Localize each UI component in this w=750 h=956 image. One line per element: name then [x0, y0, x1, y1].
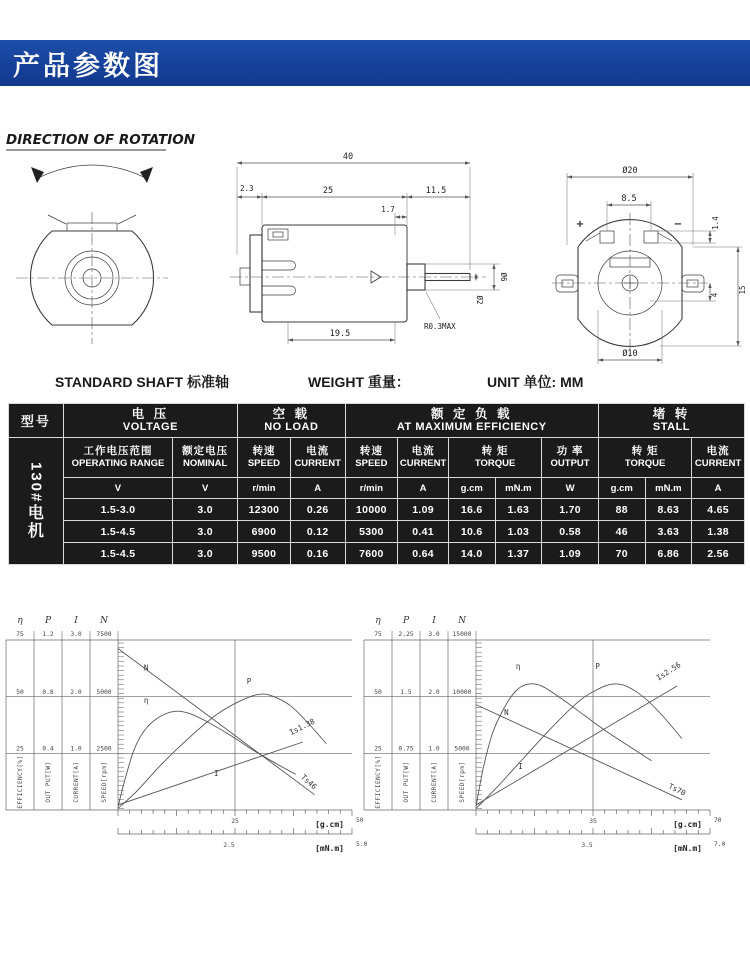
- page-title: 产品参数图: [13, 50, 163, 81]
- chart-text: I: [214, 769, 219, 778]
- meta-labels: [0, 372, 750, 394]
- dim-dia2: Ø2: [475, 295, 484, 305]
- col-noload-current: 电流 CURRENT: [290, 438, 345, 478]
- chart-text: 2.5: [223, 842, 235, 849]
- group-header-row: [9, 404, 745, 438]
- table-cell: 1.37: [495, 543, 542, 565]
- unit-row: [9, 478, 745, 499]
- chart-text: P: [595, 661, 600, 671]
- unit-cell: g.cm: [448, 478, 495, 499]
- chart-text: 0.8: [42, 689, 54, 696]
- chart-text: η: [17, 616, 23, 626]
- table-cell: 9500: [238, 543, 291, 565]
- chart-text: CURRENT[A]: [431, 761, 438, 803]
- standard-shaft-label: STANDARD SHAFT 标准轴: [55, 374, 229, 390]
- chart-text: I: [432, 616, 436, 626]
- table-cell: 6.86: [645, 543, 692, 565]
- table-cell: 10000: [345, 499, 398, 521]
- chart-text: N: [504, 707, 509, 717]
- dim-8-5: 8.5: [621, 194, 637, 204]
- table-cell: 8.63: [645, 499, 692, 521]
- col-maxeff-current: 电流 CURRENT: [398, 438, 449, 478]
- chart-text: OUT PUT[W]: [45, 761, 52, 803]
- chart-text: N: [100, 616, 108, 626]
- rear-dimensions: [567, 165, 747, 364]
- unit-cell: V: [173, 478, 238, 499]
- chart-text: [g.cm]: [673, 820, 702, 829]
- chart-text: 2.0: [70, 689, 82, 696]
- chart-text: 7.0: [714, 841, 726, 848]
- col-nominal: 额定电压 NOMINAL: [173, 438, 238, 478]
- chart-text: 25: [374, 745, 382, 753]
- spec-table: [8, 403, 745, 565]
- chart-text: I: [518, 762, 523, 772]
- chart-text: 75: [374, 631, 382, 638]
- table-cell: 3.63: [645, 521, 692, 543]
- dim-40: 40: [342, 152, 354, 162]
- table-cell: 16.6: [448, 499, 495, 521]
- col-noload-speed: 转速 SPEED: [238, 438, 291, 478]
- chart-text: 75: [16, 631, 24, 638]
- chart-text: 0.75: [398, 745, 414, 753]
- series-N: [476, 705, 682, 800]
- table-cell: 2.56: [692, 543, 745, 565]
- rotation-title: DIRECTION OF ROTATION: [6, 132, 196, 148]
- chart-text: P: [44, 616, 52, 626]
- chart-text: 1.2: [42, 631, 54, 638]
- motor-front-outline: [16, 212, 168, 344]
- unit-cell: W: [542, 478, 599, 499]
- table-row: [9, 543, 745, 565]
- chart-text: 50: [356, 817, 364, 824]
- rotation-arc: [31, 165, 153, 183]
- table-cell: 14.0: [448, 543, 495, 565]
- plus-terminal-label: +: [575, 219, 585, 230]
- chart-text: 10000: [452, 689, 472, 696]
- table-cell: 70: [598, 543, 645, 565]
- model-cell: 130# 电 机: [9, 438, 64, 565]
- table-cell: 0.16: [290, 543, 345, 565]
- series-P: [118, 694, 326, 808]
- table-cell: 10.6: [448, 521, 495, 543]
- chart-text: 2500: [96, 745, 112, 753]
- front-view-drawing: [2, 108, 227, 366]
- dim-15: 15: [738, 285, 747, 295]
- chart-text: CURRENT[A]: [73, 761, 80, 803]
- dim-1-4: 1.4: [711, 216, 720, 230]
- page-header: [0, 40, 750, 86]
- table-cell: 1.70: [542, 499, 599, 521]
- chart-text: 1.0: [70, 745, 82, 753]
- table-cell: 1.63: [495, 499, 542, 521]
- col-maxeff-torque: 转 矩 TORQUE: [448, 438, 541, 478]
- chart-text: η: [375, 616, 381, 626]
- unit-cell: r/min: [345, 478, 398, 499]
- chart-text: η: [515, 661, 521, 671]
- chart-text: 25: [231, 818, 239, 825]
- col-operating-range: 工作电压范围 OPERATING RANGE: [63, 438, 172, 478]
- table-cell: 4.65: [692, 499, 745, 521]
- chart-text: 70: [714, 817, 722, 824]
- chart-text: EFFICIENCY[%]: [375, 755, 382, 809]
- model-code: 130#: [27, 462, 45, 504]
- group-no-load: 空 载 NO LOAD: [238, 404, 345, 438]
- motor-rear-outline: [552, 213, 708, 357]
- unit-cell: mN.m: [495, 478, 542, 499]
- chart-text: P: [402, 616, 410, 626]
- table-cell: 0.41: [398, 521, 449, 543]
- weight-label: WEIGHT 重量：: [308, 374, 410, 390]
- chart-text: 15000: [452, 631, 472, 638]
- col-output: 功 率 OUTPUT: [542, 438, 599, 478]
- chart-text: 50: [16, 689, 24, 696]
- performance-chart-2: [362, 610, 748, 860]
- series-η: [118, 711, 296, 806]
- side-view-drawing: [228, 105, 528, 370]
- chart-text: 1.0: [428, 745, 440, 753]
- table-cell: 0.58: [542, 521, 599, 543]
- chart-text: 2.0: [428, 689, 440, 696]
- col-stall-torque: 转 矩 TORQUE: [598, 438, 691, 478]
- side-dimensions: [237, 152, 508, 344]
- chart-text: Ts46: [299, 772, 319, 792]
- table-cell: 3.0: [173, 521, 238, 543]
- chart-text: I: [74, 616, 78, 626]
- chart-text: Is2.56: [654, 660, 683, 683]
- chart-text: 3.0: [70, 631, 82, 638]
- motor-side-outline: [230, 225, 486, 322]
- rear-view-drawing: [540, 105, 750, 370]
- chart-text: 25: [16, 745, 24, 753]
- dim-dia10: Ø10: [622, 349, 638, 359]
- unit-cell: A: [398, 478, 449, 499]
- table-cell: 6900: [238, 521, 291, 543]
- unit-cell: A: [692, 478, 745, 499]
- minus-terminal-label: −: [673, 219, 683, 230]
- chart-text: SPEED[rpm]: [459, 761, 466, 803]
- chart-text: N: [143, 663, 149, 673]
- table-cell: 1.38: [692, 521, 745, 543]
- unit-label: UNIT 单位: MM: [487, 374, 584, 390]
- group-max-efficiency: 额 定 负 载 AT MAXIMUM EFFICIENCY: [345, 404, 598, 438]
- unit-cell: V: [63, 478, 172, 499]
- table-cell: 3.0: [173, 543, 238, 565]
- dim-r03max: R0.3MAX: [424, 322, 456, 331]
- chart-text: EFFICIENCY[%]: [17, 755, 24, 809]
- chart-text: Is1.38: [287, 716, 317, 737]
- table-cell: 0.64: [398, 543, 449, 565]
- table-cell: 12300: [238, 499, 291, 521]
- chart-text: OUT PUT[W]: [403, 761, 410, 803]
- table-cell: 0.12: [290, 521, 345, 543]
- dim-25: 25: [322, 186, 334, 196]
- table-cell: 1.5-3.0: [63, 499, 172, 521]
- chart-text: 0.4: [42, 745, 54, 753]
- chart-text: 3.0: [428, 631, 440, 638]
- table-cell: 1.03: [495, 521, 542, 543]
- dim-11-5: 11.5: [425, 186, 447, 196]
- chart-text: [g.cm]: [315, 820, 344, 829]
- table-cell: 5300: [345, 521, 398, 543]
- dim-4: 4: [710, 292, 719, 298]
- group-voltage: 电 压 VOLTAGE: [63, 404, 237, 438]
- chart-text: [mN.m]: [673, 844, 702, 853]
- chart-text: η: [143, 695, 149, 705]
- chart-text: [mN.m]: [315, 844, 344, 853]
- dim-dia20: Ø20: [622, 166, 638, 176]
- performance-chart-1: [4, 610, 372, 860]
- chart-text: Ts70: [667, 781, 688, 798]
- chart-text: 5000: [96, 689, 112, 696]
- chart-text: N: [458, 616, 466, 626]
- chart-text: 5.0: [356, 841, 368, 848]
- unit-cell: r/min: [238, 478, 291, 499]
- chart-text: 3.5: [581, 842, 593, 849]
- unit-cell: A: [290, 478, 345, 499]
- chart-text: 2.25: [398, 631, 414, 638]
- table-cell: 1.5-4.5: [63, 543, 172, 565]
- dim-2-3: 2.3: [240, 184, 254, 193]
- table-row: [9, 499, 745, 521]
- chart-text: SPEED[rpm]: [101, 761, 108, 803]
- col-maxeff-speed: 转速 SPEED: [345, 438, 398, 478]
- table-row: [9, 521, 745, 543]
- table-cell: 88: [598, 499, 645, 521]
- group-stall: 堵 转 STALL: [598, 404, 744, 438]
- chart-text: P: [246, 677, 252, 687]
- table-cell: 46: [598, 521, 645, 543]
- table-cell: 7600: [345, 543, 398, 565]
- chart-text: 1.5: [400, 689, 412, 696]
- series-I: [118, 742, 303, 805]
- table-cell: 3.0: [173, 499, 238, 521]
- chart-text: 7500: [96, 631, 112, 638]
- chart-text: 5000: [454, 745, 470, 753]
- dim-19-5: 19.5: [329, 329, 351, 339]
- unit-cell: mN.m: [645, 478, 692, 499]
- dim-dia6: Ø6: [499, 272, 508, 282]
- table-cell: 1.09: [542, 543, 599, 565]
- table-cell: 1.09: [398, 499, 449, 521]
- unit-cell: g.cm: [598, 478, 645, 499]
- dim-1-7: 1.7: [381, 205, 395, 214]
- col-stall-current: 电流 CURRENT: [692, 438, 745, 478]
- chart-text: 50: [374, 689, 382, 696]
- table-cell: 0.26: [290, 499, 345, 521]
- model-header-cell: 型号: [9, 404, 64, 438]
- table-cell: 1.5-4.5: [63, 521, 172, 543]
- column-header-row: [9, 438, 745, 478]
- chart-text: 35: [589, 818, 597, 825]
